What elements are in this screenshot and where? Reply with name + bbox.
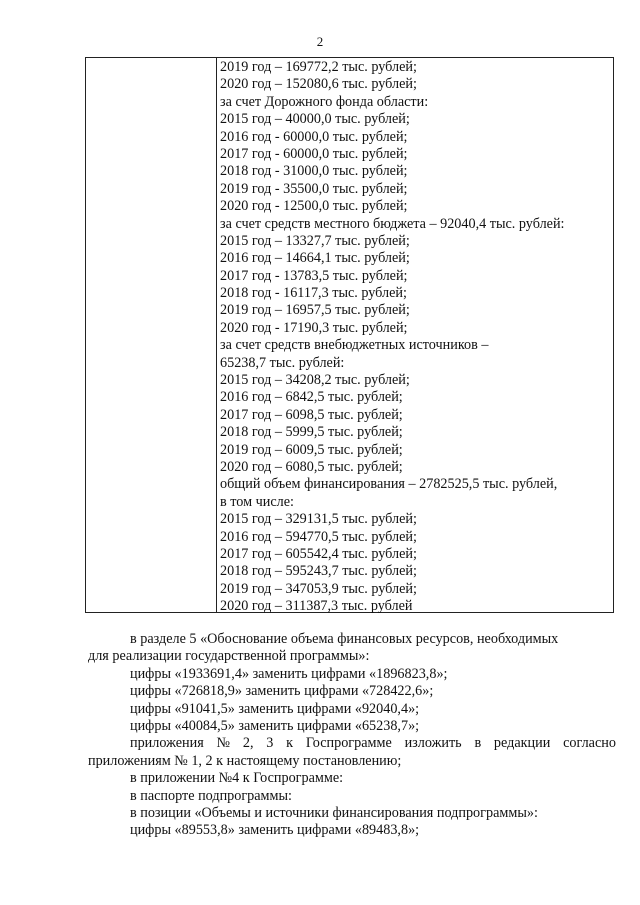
annex-word: в xyxy=(474,735,482,752)
table-line: 2020 год - 12500,0 тыс. рублей; xyxy=(220,198,408,215)
annex-word: к xyxy=(286,735,294,752)
paragraph-replace-1: цифры «1933691,4» заменить цифрами «1896823,8»; xyxy=(130,665,448,682)
annex-word: 2, xyxy=(242,735,254,752)
paragraph-passport: в паспорте подпрограммы: xyxy=(130,787,292,804)
table-right-cell xyxy=(220,59,609,616)
financing-table xyxy=(85,57,614,613)
paragraph-position: в позиции «Объемы и источники финансирования подпрограммы»: xyxy=(130,805,538,822)
paragraph-replace-3: цифры «91041,5» заменить цифрами «92040,4»; xyxy=(130,700,420,717)
paragraph-annex4: в приложении №4 к Госпрограмме: xyxy=(130,770,344,787)
table-line: 2015 год – 13327,7 тыс. рублей; xyxy=(220,232,410,249)
table-line: 2019 год – 347053,9 тыс. рублей; xyxy=(220,580,417,597)
table-line: 2020 год – 152080,6 тыс. рублей; xyxy=(220,76,417,93)
paragraph-section5: в разделе 5 «Обоснование объема финансовых ресурсов, необходимых xyxy=(130,631,559,647)
table-line: 2017 год - 60000,0 тыс. рублей; xyxy=(220,145,408,162)
table-line: 2016 год – 14664,1 тыс. рублей; xyxy=(220,250,410,267)
table-line: 65238,7 тыс. рублей: xyxy=(220,354,345,371)
table-line: 2015 год – 329131,5 тыс. рублей; xyxy=(220,511,417,528)
table-line: 2016 год – 594770,5 тыс. рублей; xyxy=(220,528,417,545)
table-line: 2016 год - 60000,0 тыс. рублей; xyxy=(220,128,408,145)
paragraph-replace-2: цифры «726818,9» заменить цифрами «728422,6»; xyxy=(130,683,434,700)
annex-word: № xyxy=(216,735,231,752)
annex-word: редакции xyxy=(493,735,551,752)
table-line: за счет средств внебюджетных источников – xyxy=(220,337,489,354)
table-column-divider xyxy=(216,58,217,612)
amendment-text xyxy=(88,631,616,840)
table-line: в том числе: xyxy=(220,493,294,510)
annex-word: 3 xyxy=(266,735,274,752)
table-line: 2020 год – 6080,5 тыс. рублей; xyxy=(220,458,403,475)
page-number: 2 xyxy=(316,34,324,49)
table-line: 2015 год – 40000,0 тыс. рублей; xyxy=(220,111,410,128)
table-line: 2019 год – 16957,5 тыс. рублей; xyxy=(220,302,410,319)
paragraph-replace-5: цифры «89553,8» заменить цифрами «89483,8»; xyxy=(130,822,420,839)
table-line: за счет Дорожного фонда области: xyxy=(220,93,429,110)
table-line: 2015 год – 34208,2 тыс. рублей; xyxy=(220,372,410,389)
annex-word: Госпрограмме xyxy=(305,735,392,752)
table-line: 2016 год – 6842,5 тыс. рублей; xyxy=(220,389,403,406)
table-line: 2018 год – 5999,5 тыс. рублей; xyxy=(220,424,403,441)
table-line: общий объем финансирования – 2782525,5 тыс. рублей, xyxy=(220,476,558,493)
paragraph-annex xyxy=(88,735,616,752)
table-line: 2017 год - 13783,5 тыс. рублей; xyxy=(220,267,408,284)
table-line: 2017 год – 605542,4 тыс. рублей; xyxy=(220,545,417,562)
paragraph-replace-4: цифры «40084,5» заменить цифрами «65238,7»; xyxy=(130,718,420,735)
table-line: за счет средств местного бюджета – 92040,4 тыс. рублей: xyxy=(220,215,565,232)
annex-word: приложения xyxy=(130,735,204,752)
annex-word: согласно xyxy=(563,735,616,752)
table-line: 2017 год – 6098,5 тыс. рублей; xyxy=(220,406,403,423)
table-line: 2018 год – 595243,7 тыс. рублей; xyxy=(220,563,417,580)
table-line: 2018 год - 16117,3 тыс. рублей; xyxy=(220,285,407,302)
table-line: 2020 год – 311387,3 тыс. рублей xyxy=(220,598,413,615)
table-line: 2019 год – 169772,2 тыс. рублей; xyxy=(220,59,417,75)
table-line: 2019 год - 35500,0 тыс. рублей; xyxy=(220,180,408,197)
table-line: 2018 год - 31000,0 тыс. рублей; xyxy=(220,163,408,180)
paragraph-annex-cont: приложениям № 1, 2 к настоящему постановлению; xyxy=(88,752,402,769)
annex-word: изложить xyxy=(404,735,462,752)
table-line: 2020 год - 17190,3 тыс. рублей; xyxy=(220,319,408,336)
paragraph-section5-cont: для реализации государственной программы»: xyxy=(88,648,370,665)
table-line: 2019 год – 6009,5 тыс. рублей; xyxy=(220,441,403,458)
